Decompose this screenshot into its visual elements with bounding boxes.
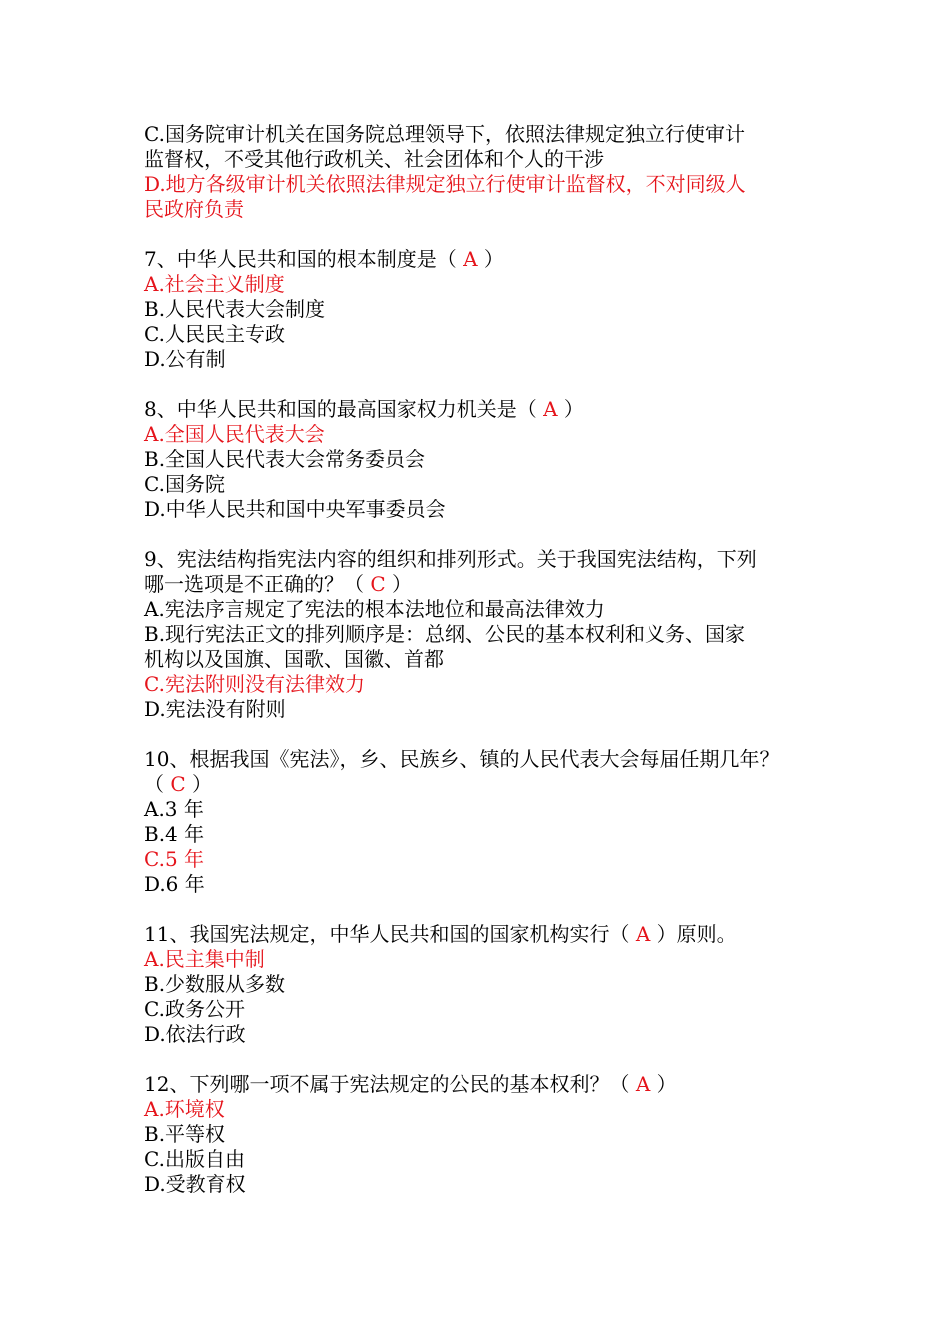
question-10-stem-line-1: 10、根据我国《宪法》，乡、民族乡、镇的人民代表大会每届任期几年？	[144, 747, 780, 771]
stem-text: 7、中华人民共和国的根本制度是（	[144, 247, 464, 271]
question-12	[144, 1072, 816, 1197]
option-b-line-2: 机构以及国旗、国歌、国徽、首都	[144, 647, 444, 671]
option-d-line-2-correct: 民政府负责	[144, 197, 244, 221]
answer-letter: A	[463, 247, 478, 271]
option-c: C.人民民主专政	[144, 322, 285, 346]
spacer	[144, 897, 816, 922]
stem-text-end: ）	[385, 572, 413, 596]
option-d: D.宪法没有附则	[144, 697, 286, 721]
option-d: D.受教育权	[144, 1172, 246, 1196]
option-d: D.依法行政	[144, 1022, 246, 1046]
question-list	[144, 122, 816, 1197]
stem-text: 哪一选项是不正确的？（	[144, 572, 371, 596]
answer-letter: A	[543, 397, 558, 421]
spacer	[144, 222, 816, 247]
option-d: D.6 年	[144, 872, 205, 896]
option-c-line-2: 监督权，不受其他行政机关、社会团体和个人的干涉	[144, 147, 604, 171]
question-9	[144, 547, 816, 722]
answer-letter: C	[170, 772, 186, 796]
question-10	[144, 747, 816, 897]
option-c: C.国务院	[144, 472, 225, 496]
stem-text-end: ）	[557, 397, 584, 421]
question-12-stem	[144, 1072, 816, 1097]
option-d-line-1-correct: D.地方各级审计机关依照法律规定独立行使审计监督权，不对同级人	[144, 172, 746, 196]
option-a-correct: A.环境权	[144, 1097, 225, 1121]
option-c-correct: C.5 年	[144, 847, 205, 871]
spacer	[144, 372, 816, 397]
option-b: B.4 年	[144, 822, 205, 846]
spacer	[144, 1047, 816, 1072]
question-7-stem	[144, 247, 816, 272]
option-a-correct: A.社会主义制度	[144, 272, 285, 296]
stem-text-end: ）	[477, 247, 504, 271]
stem-text: 11、我国宪法规定，中华人民共和国的国家机构实行（	[144, 922, 636, 946]
option-a: A.宪法序言规定了宪法的根本法地位和最高法律效力	[144, 597, 605, 621]
question-10-stem-line-2	[144, 772, 816, 797]
question-8-stem	[144, 397, 816, 422]
option-b: B.少数服从多数	[144, 972, 286, 996]
answer-letter: A	[635, 1072, 651, 1096]
option-c-correct: C.宪法附则没有法律效力	[144, 672, 365, 696]
question-11-stem	[144, 922, 816, 947]
stem-text: 8、中华人民共和国的最高国家权力机关是（	[144, 397, 544, 421]
option-d: D.公有制	[144, 347, 226, 371]
option-b: B.人民代表大会制度	[144, 297, 326, 321]
spacer	[144, 722, 816, 747]
option-c-line-1: C.国务院审计机关在国务院总理领导下，依照法律规定独立行使审计	[144, 122, 745, 146]
option-b: B.平等权	[144, 1122, 226, 1146]
option-c: C.出版自由	[144, 1147, 245, 1171]
answer-letter: C	[370, 572, 386, 596]
option-c: C.政务公开	[144, 997, 245, 1021]
option-a-correct: A.民主集中制	[144, 947, 265, 971]
option-a-correct: A.全国人民代表大会	[144, 422, 325, 446]
spacer	[144, 522, 816, 547]
option-b-line-1: B.现行宪法正文的排列顺序是：总纲、公民的基本权利和义务、国家	[144, 622, 746, 646]
stem-text-end: ）	[650, 1072, 677, 1096]
question-7	[144, 247, 816, 372]
question-9-stem-line-2	[144, 572, 816, 597]
question-11	[144, 922, 816, 1047]
option-a: A.3 年	[144, 797, 204, 821]
question-9-stem-line-1: 9、宪法结构指宪法内容的组织和排列形式。关于我国宪法结构，下列	[144, 547, 757, 571]
option-d: D.中华人民共和国中央军事委员会	[144, 497, 446, 521]
stem-text: （	[144, 772, 171, 796]
stem-text-end: ）原则。	[650, 922, 737, 946]
answer-letter: A	[635, 922, 651, 946]
stem-text-end: ）	[185, 772, 213, 796]
question-6-tail	[144, 122, 816, 222]
question-8	[144, 397, 816, 522]
stem-text: 12、下列哪一项不属于宪法规定的公民的基本权利？（	[144, 1072, 636, 1096]
option-b: B.全国人民代表大会常务委员会	[144, 447, 426, 471]
